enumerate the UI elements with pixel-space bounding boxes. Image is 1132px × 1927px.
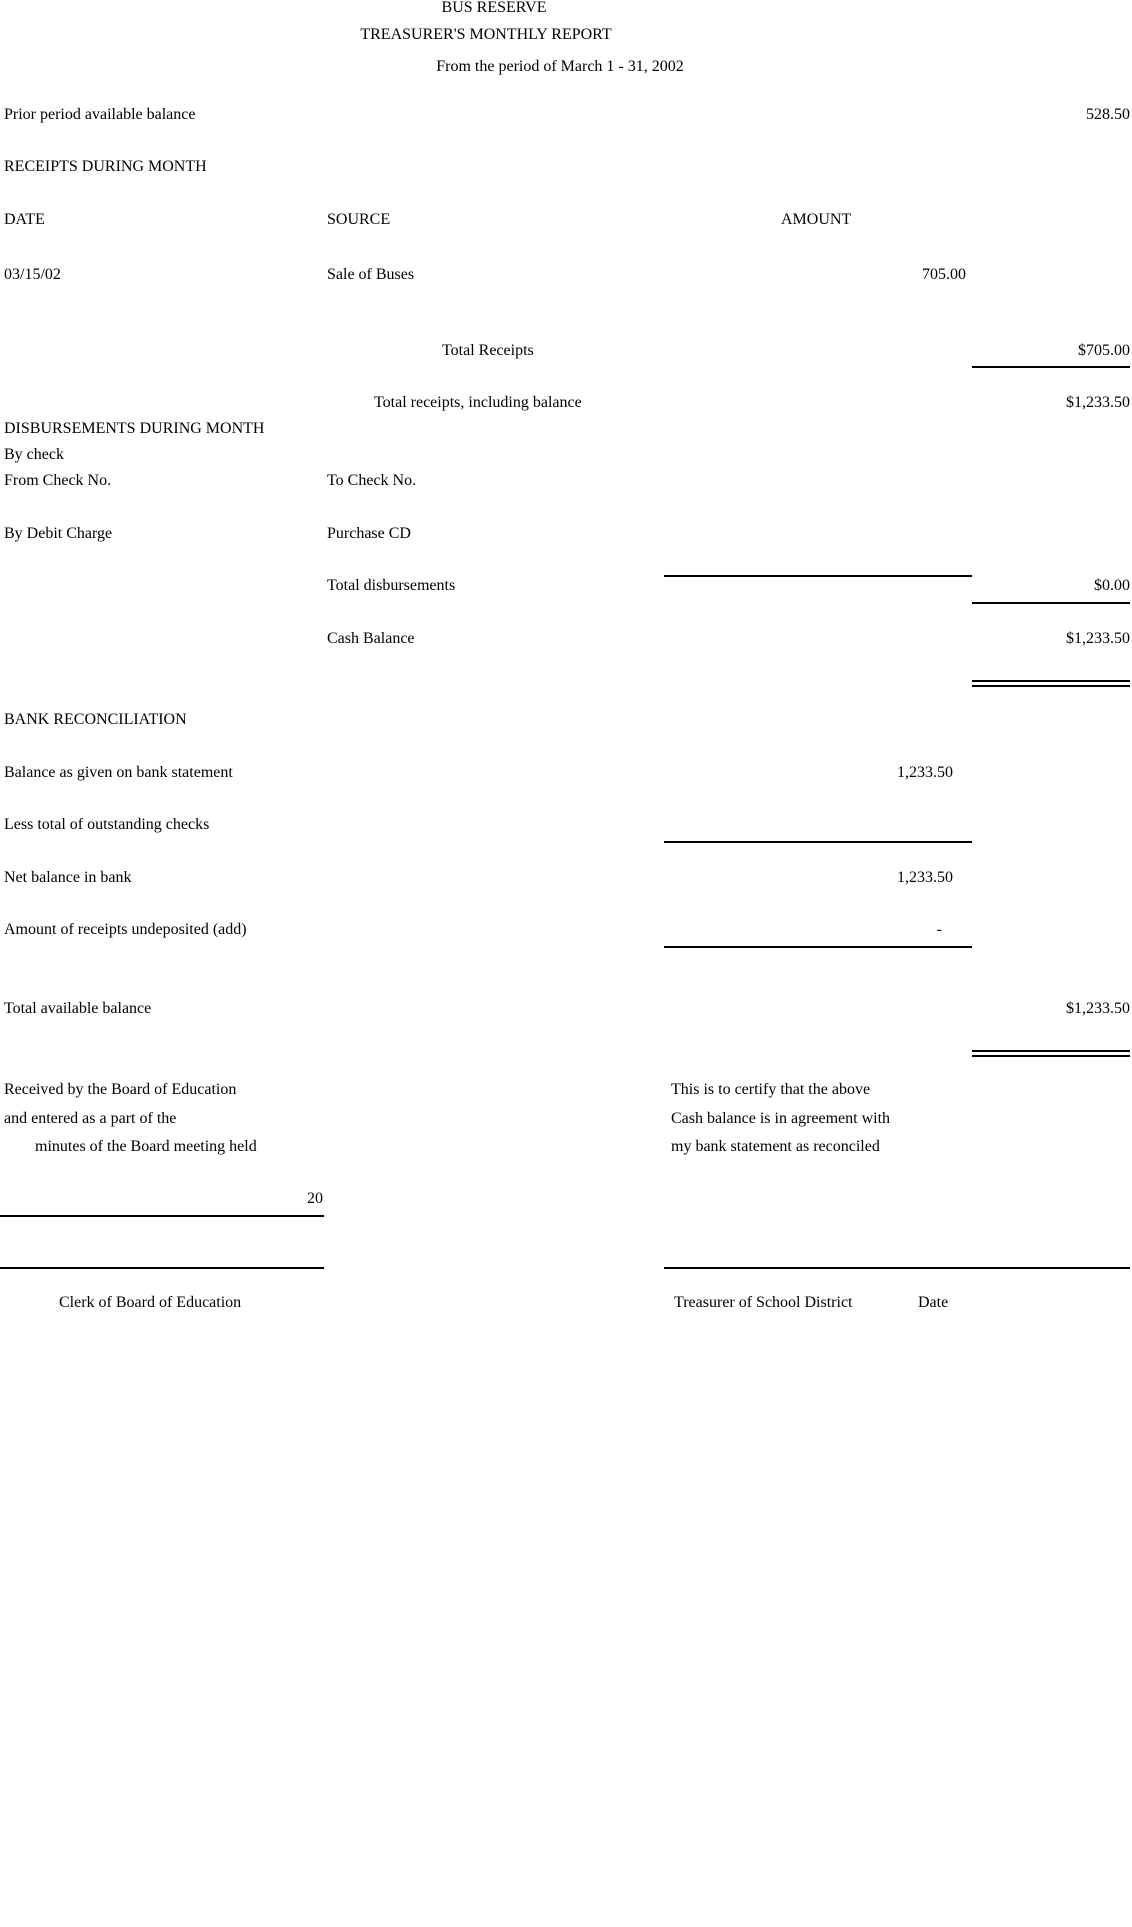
cash-balance-label: Cash Balance bbox=[327, 630, 415, 647]
receipt-amount: 705.00 bbox=[922, 266, 966, 283]
treasurer-signature-line bbox=[664, 1267, 1130, 1269]
clerk-signature-label: Clerk of Board of Education bbox=[59, 1294, 242, 1311]
receipt-source: Sale of Buses bbox=[327, 266, 415, 283]
report-title: TREASURER'S MONTHLY REPORT bbox=[360, 26, 612, 43]
total-receipts-value: $705.00 bbox=[1078, 342, 1130, 359]
fund-title: BUS RESERVE bbox=[441, 0, 547, 16]
total-available-double-underline bbox=[972, 1050, 1130, 1057]
total-receipts-label: Total Receipts bbox=[442, 342, 534, 359]
by-debit-label: By Debit Charge bbox=[4, 525, 113, 542]
board-received-line2: and entered as a part of the bbox=[4, 1110, 177, 1127]
undeposited-label: Amount of receipts undeposited (add) bbox=[4, 921, 247, 938]
cash-balance-value: $1,233.50 bbox=[1066, 630, 1130, 647]
total-disbursements-value: $0.00 bbox=[1094, 577, 1130, 594]
total-incl-balance-label: Total receipts, including balance bbox=[374, 394, 582, 411]
report-period: From the period of March 1 - 31, 2002 bbox=[436, 58, 684, 75]
bank-statement-value: 1,233.50 bbox=[897, 764, 953, 781]
prior-balance-label: Prior period available balance bbox=[4, 106, 196, 123]
bank-statement-label: Balance as given on bank statement bbox=[4, 764, 233, 781]
signature-date-label: Date bbox=[918, 1294, 949, 1311]
from-check-label: From Check No. bbox=[4, 472, 112, 489]
total-disbursements-underline bbox=[972, 602, 1130, 604]
board-received-line3: minutes of the Board meeting held bbox=[35, 1138, 257, 1155]
meeting-date-line bbox=[0, 1215, 324, 1217]
total-receipts-underline bbox=[972, 366, 1130, 368]
col-amount-header: AMOUNT bbox=[781, 211, 852, 228]
reconciliation-section-heading: BANK RECONCILIATION bbox=[4, 711, 187, 728]
outstanding-checks-label: Less total of outstanding checks bbox=[4, 816, 210, 833]
disbursements-section-heading: DISBURSEMENTS DURING MONTH bbox=[4, 420, 265, 437]
certify-line3: my bank statement as reconciled bbox=[671, 1138, 880, 1155]
undeposited-underline bbox=[664, 946, 972, 948]
receipt-date: 03/15/02 bbox=[4, 266, 61, 283]
net-balance-label: Net balance in bank bbox=[4, 869, 132, 886]
disbursements-amount-underline bbox=[664, 575, 972, 577]
total-disbursements-label: Total disbursements bbox=[327, 577, 456, 594]
certify-line2: Cash balance is in agreement with bbox=[671, 1110, 891, 1127]
col-date-header: DATE bbox=[4, 211, 45, 228]
total-available-label: Total available balance bbox=[4, 1000, 152, 1017]
total-incl-balance-value: $1,233.50 bbox=[1066, 394, 1130, 411]
certify-line1: This is to certify that the above bbox=[671, 1081, 871, 1098]
treasurer-signature-label: Treasurer of School District bbox=[674, 1294, 853, 1311]
outstanding-checks-underline bbox=[664, 841, 972, 843]
cash-balance-double-underline bbox=[972, 680, 1130, 687]
board-received-line1: Received by the Board of Education bbox=[4, 1081, 237, 1098]
total-available-value: $1,233.50 bbox=[1066, 1000, 1130, 1017]
receipts-section-heading: RECEIPTS DURING MONTH bbox=[4, 158, 207, 175]
prior-balance-value: 528.50 bbox=[1086, 106, 1130, 123]
purchase-cd-label: Purchase CD bbox=[327, 525, 411, 542]
meeting-year-prefix: 20 bbox=[307, 1190, 323, 1207]
to-check-label: To Check No. bbox=[327, 472, 417, 489]
clerk-signature-line bbox=[0, 1267, 324, 1269]
undeposited-value: - bbox=[936, 921, 942, 938]
col-source-header: SOURCE bbox=[327, 211, 391, 228]
by-check-label: By check bbox=[4, 446, 64, 463]
net-balance-value: 1,233.50 bbox=[897, 869, 953, 886]
